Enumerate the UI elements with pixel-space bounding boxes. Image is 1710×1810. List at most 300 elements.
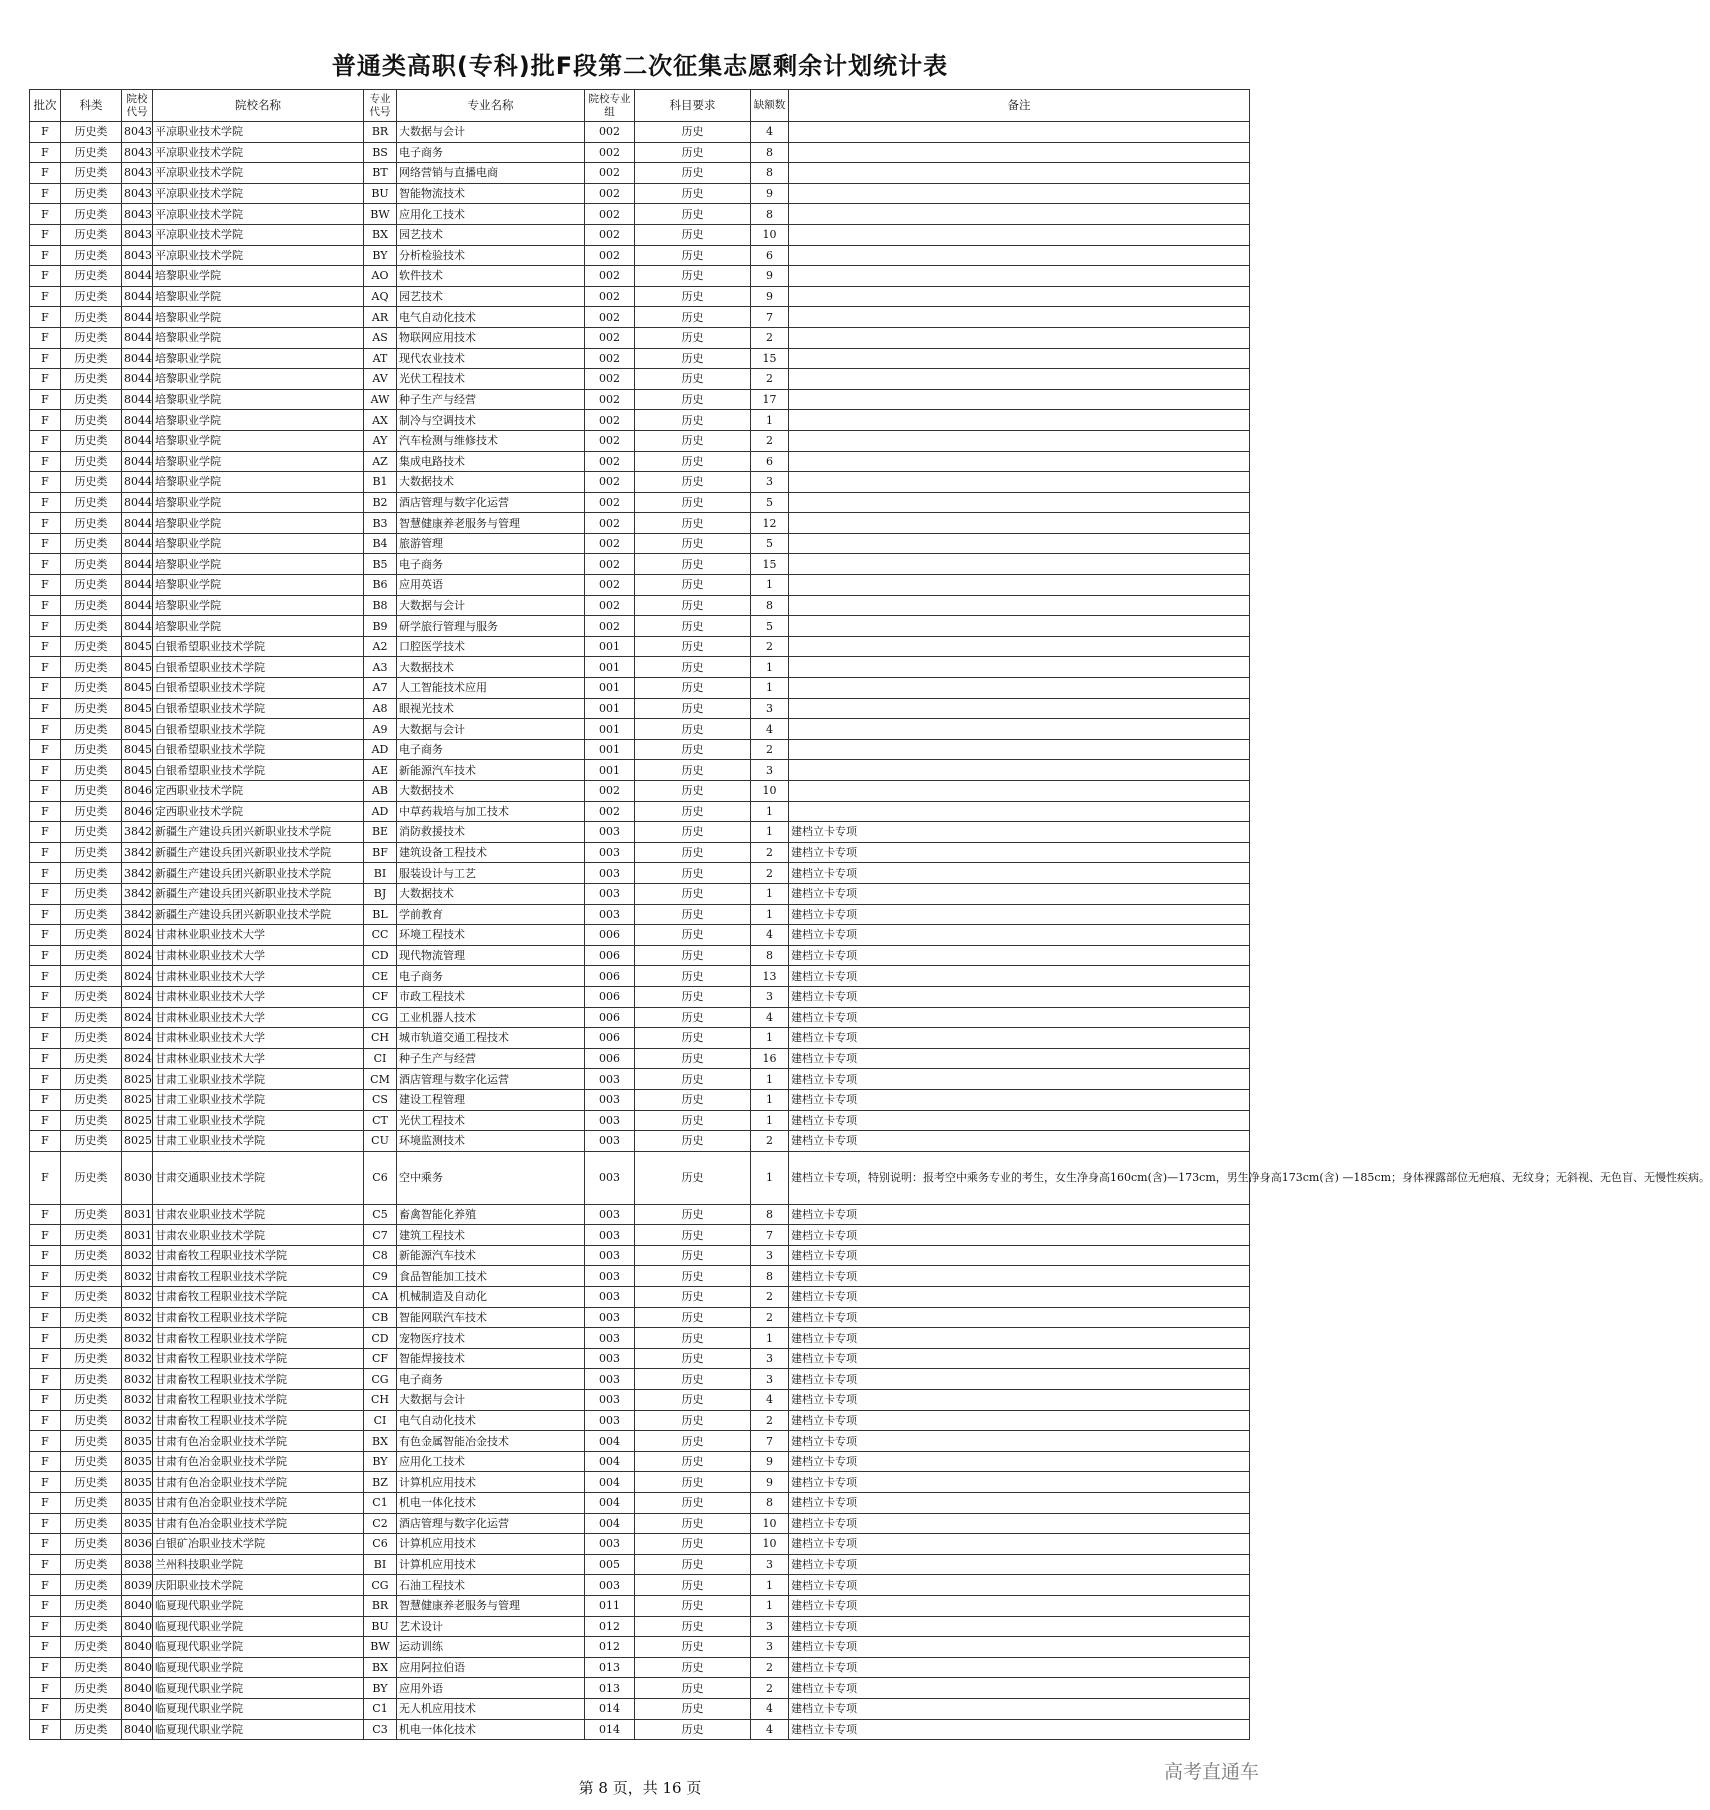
subject-requirement-cell: 历史 (635, 1472, 751, 1493)
subject-type-cell: 历史类 (61, 1472, 122, 1493)
vacancy-cell: 13 (751, 966, 789, 987)
subject-requirement-cell: 历史 (635, 554, 751, 575)
school-name-cell: 甘肃有色冶金职业技术学院 (153, 1431, 364, 1452)
batch-cell: F (30, 430, 61, 451)
school-name-cell: 甘肃工业职业技术学院 (153, 1110, 364, 1131)
remarks-cell: 建档立卡专项 (789, 1204, 1250, 1225)
school-code-cell: 8044 (122, 286, 153, 307)
major-group-cell: 002 (585, 245, 635, 266)
subject-type-cell: 历史类 (61, 1595, 122, 1616)
page-title: 普通类高职(专科)批F段第二次征集志愿剩余计划统计表 (331, 52, 949, 80)
major-group-cell: 001 (585, 739, 635, 760)
major-name-cell: 石油工程技术 (397, 1575, 585, 1596)
subject-requirement-cell: 历史 (635, 389, 751, 410)
remarks-cell (789, 286, 1250, 307)
major-code-cell: BS (364, 142, 397, 163)
major-group-cell: 013 (585, 1657, 635, 1678)
subject-type-cell: 历史类 (61, 327, 122, 348)
school-name-cell: 白银希望职业技术学院 (153, 739, 364, 760)
vacancy-cell: 2 (751, 1131, 789, 1152)
batch-cell: F (30, 1369, 61, 1390)
school-code-cell: 3842 (122, 822, 153, 843)
major-code-cell: AD (364, 739, 397, 760)
batch-cell: F (30, 1637, 61, 1658)
vacancy-cell: 1 (751, 1069, 789, 1090)
major-code-cell: CD (364, 1328, 397, 1349)
major-name-cell: 无人机应用技术 (397, 1698, 585, 1719)
school-name-cell: 甘肃农业职业技术学院 (153, 1204, 364, 1225)
major-name-cell: 智能网联汽车技术 (397, 1307, 585, 1328)
school-name-cell: 定西职业技术学院 (153, 781, 364, 802)
subject-requirement-cell: 历史 (635, 945, 751, 966)
remarks-cell (789, 513, 1250, 534)
school-name-cell: 甘肃畜牧工程职业技术学院 (153, 1307, 364, 1328)
school-code-cell: 8032 (122, 1328, 153, 1349)
subject-requirement-cell: 历史 (635, 430, 751, 451)
subject-requirement-cell: 历史 (635, 1534, 751, 1555)
major-name-cell: 大数据与会计 (397, 719, 585, 740)
major-group-cell: 002 (585, 266, 635, 287)
major-group-cell: 003 (585, 1245, 635, 1266)
remarks-cell (789, 451, 1250, 472)
remarks-cell: 建档立卡专项 (789, 925, 1250, 946)
major-code-cell: BJ (364, 883, 397, 904)
school-code-cell: 8043 (122, 183, 153, 204)
major-code-cell: C7 (364, 1225, 397, 1246)
vacancy-cell: 8 (751, 945, 789, 966)
major-group-cell: 001 (585, 698, 635, 719)
batch-cell: F (30, 224, 61, 245)
school-code-cell: 8045 (122, 657, 153, 678)
major-group-cell: 003 (585, 1204, 635, 1225)
major-group-cell: 003 (585, 883, 635, 904)
table-row (30, 966, 1250, 987)
table-row (30, 1204, 1250, 1225)
subject-requirement-cell: 历史 (635, 286, 751, 307)
remarks-cell: 建档立卡专项 (789, 1069, 1250, 1090)
school-name-cell: 临夏现代职业学院 (153, 1657, 364, 1678)
school-code-cell: 8031 (122, 1204, 153, 1225)
major-group-cell: 002 (585, 307, 635, 328)
major-code-cell: BT (364, 163, 397, 184)
major-code-cell: BF (364, 842, 397, 863)
table-row (30, 1451, 1250, 1472)
remarks-cell: 建档立卡专项 (789, 883, 1250, 904)
remarks-cell: 建档立卡专项，特别说明：报考空中乘务专业的考生，女生净身高160cm(含)—173cm，男生净身高173cm(含) —185cm；身体裸露部位无疤痕、无纹身；无斜视、无色盲、无慢性疾病。 (789, 1151, 1250, 1204)
remarks-cell (789, 142, 1250, 163)
subject-requirement-cell: 历史 (635, 616, 751, 637)
school-name-cell: 定西职业技术学院 (153, 801, 364, 822)
remarks-cell (789, 430, 1250, 451)
subject-requirement-cell: 历史 (635, 1698, 751, 1719)
remarks-cell (789, 327, 1250, 348)
major-name-cell: 机电一体化技术 (397, 1493, 585, 1514)
major-name-cell: 园艺技术 (397, 286, 585, 307)
batch-cell: F (30, 863, 61, 884)
table-row (30, 224, 1250, 245)
school-code-cell: 8046 (122, 781, 153, 802)
major-name-cell: 有色金属智能冶金技术 (397, 1431, 585, 1452)
school-code-cell: 8024 (122, 945, 153, 966)
major-name-cell: 智慧健康养老服务与管理 (397, 1595, 585, 1616)
major-code-cell: CE (364, 966, 397, 987)
major-group-cell: 012 (585, 1637, 635, 1658)
batch-cell: F (30, 945, 61, 966)
major-name-cell: 口腔医学技术 (397, 636, 585, 657)
table-row (30, 575, 1250, 596)
major-code-cell: AB (364, 781, 397, 802)
school-code-cell: 8044 (122, 430, 153, 451)
batch-cell: F (30, 1410, 61, 1431)
subject-type-cell: 历史类 (61, 1493, 122, 1514)
major-code-cell: BX (364, 1431, 397, 1452)
subject-requirement-cell: 历史 (635, 410, 751, 431)
major-group-cell: 011 (585, 1595, 635, 1616)
major-code-cell: A7 (364, 678, 397, 699)
major-code-cell: CF (364, 986, 397, 1007)
major-name-cell: 分析检验技术 (397, 245, 585, 266)
school-name-cell: 平凉职业技术学院 (153, 224, 364, 245)
remarks-cell (789, 801, 1250, 822)
school-name-cell: 白银希望职业技术学院 (153, 698, 364, 719)
table-row (30, 389, 1250, 410)
major-code-cell: C6 (364, 1151, 397, 1204)
subject-type-cell: 历史类 (61, 1287, 122, 1308)
school-code-cell: 8043 (122, 245, 153, 266)
major-group-cell: 003 (585, 822, 635, 843)
vacancy-cell: 5 (751, 492, 789, 513)
vacancy-cell: 8 (751, 142, 789, 163)
school-name-cell: 培黎职业学院 (153, 348, 364, 369)
vacancy-cell: 2 (751, 863, 789, 884)
school-code-cell: 3842 (122, 863, 153, 884)
major-name-cell: 大数据技术 (397, 657, 585, 678)
vacancy-cell: 3 (751, 986, 789, 1007)
major-name-cell: 研学旅行管理与服务 (397, 616, 585, 637)
header-major-code: 专业代号 (364, 90, 397, 122)
subject-type-cell: 历史类 (61, 224, 122, 245)
major-group-cell: 002 (585, 801, 635, 822)
school-code-cell: 8040 (122, 1595, 153, 1616)
subject-requirement-cell: 历史 (635, 678, 751, 699)
table-row (30, 163, 1250, 184)
major-name-cell: 电子商务 (397, 739, 585, 760)
vacancy-cell: 2 (751, 842, 789, 863)
table-row (30, 1028, 1250, 1049)
subject-type-cell: 历史类 (61, 739, 122, 760)
batch-cell: F (30, 904, 61, 925)
batch-cell: F (30, 1225, 61, 1246)
major-name-cell: 新能源汽车技术 (397, 1245, 585, 1266)
vacancy-cell: 2 (751, 1287, 789, 1308)
remarks-cell (789, 472, 1250, 493)
table-row (30, 822, 1250, 843)
school-code-cell: 8045 (122, 719, 153, 740)
major-group-cell: 002 (585, 204, 635, 225)
subject-requirement-cell: 历史 (635, 1151, 751, 1204)
header-major-group: 院校专业组 (585, 90, 635, 122)
remarks-cell: 建档立卡专项 (789, 1089, 1250, 1110)
school-name-cell: 甘肃林业职业技术大学 (153, 1048, 364, 1069)
subject-requirement-cell: 历史 (635, 369, 751, 390)
vacancy-cell: 2 (751, 1307, 789, 1328)
batch-cell: F (30, 1534, 61, 1555)
subject-type-cell: 历史类 (61, 1245, 122, 1266)
batch-cell: F (30, 142, 61, 163)
major-code-cell: C5 (364, 1204, 397, 1225)
major-group-cell: 003 (585, 1575, 635, 1596)
major-name-cell: 大数据技术 (397, 781, 585, 802)
batch-cell: F (30, 781, 61, 802)
subject-type-cell: 历史类 (61, 595, 122, 616)
table-row (30, 801, 1250, 822)
table-row (30, 1719, 1250, 1740)
subject-type-cell: 历史类 (61, 1307, 122, 1328)
subject-requirement-cell: 历史 (635, 1287, 751, 1308)
school-code-cell: 8025 (122, 1110, 153, 1131)
subject-requirement-cell: 历史 (635, 966, 751, 987)
subject-requirement-cell: 历史 (635, 719, 751, 740)
subject-type-cell: 历史类 (61, 1089, 122, 1110)
major-code-cell: C9 (364, 1266, 397, 1287)
major-group-cell: 002 (585, 163, 635, 184)
subject-requirement-cell: 历史 (635, 1678, 751, 1699)
major-group-cell: 003 (585, 842, 635, 863)
major-name-cell: 计算机应用技术 (397, 1554, 585, 1575)
school-code-cell: 8044 (122, 513, 153, 534)
subject-type-cell: 历史类 (61, 925, 122, 946)
table-row (30, 1048, 1250, 1069)
major-code-cell: A9 (364, 719, 397, 740)
major-code-cell: CG (364, 1575, 397, 1596)
subject-type-cell: 历史类 (61, 1328, 122, 1349)
school-name-cell: 甘肃畜牧工程职业技术学院 (153, 1245, 364, 1266)
table-row (30, 492, 1250, 513)
major-group-cell: 006 (585, 1007, 635, 1028)
vacancy-cell: 3 (751, 760, 789, 781)
vacancy-cell: 3 (751, 1637, 789, 1658)
vacancy-cell: 8 (751, 595, 789, 616)
subject-requirement-cell: 历史 (635, 307, 751, 328)
subject-requirement-cell: 历史 (635, 266, 751, 287)
vacancy-cell: 1 (751, 1151, 789, 1204)
major-name-cell: 大数据与会计 (397, 595, 585, 616)
table-row (30, 1472, 1250, 1493)
remarks-cell: 建档立卡专项 (789, 904, 1250, 925)
subject-type-cell: 历史类 (61, 1069, 122, 1090)
major-group-cell: 005 (585, 1554, 635, 1575)
major-code-cell: B4 (364, 533, 397, 554)
vacancy-cell: 9 (751, 286, 789, 307)
table-row (30, 554, 1250, 575)
subject-type-cell: 历史类 (61, 698, 122, 719)
remarks-cell: 建档立卡专项 (789, 1431, 1250, 1452)
major-name-cell: 酒店管理与数字化运营 (397, 1069, 585, 1090)
school-code-cell: 8044 (122, 533, 153, 554)
table-row (30, 863, 1250, 884)
school-name-cell: 白银希望职业技术学院 (153, 678, 364, 699)
school-name-cell: 平凉职业技术学院 (153, 142, 364, 163)
school-name-cell: 甘肃有色冶金职业技术学院 (153, 1472, 364, 1493)
batch-cell: F (30, 822, 61, 843)
subject-type-cell: 历史类 (61, 657, 122, 678)
vacancy-cell: 4 (751, 719, 789, 740)
table-row (30, 1287, 1250, 1308)
vacancy-cell: 10 (751, 781, 789, 802)
school-name-cell: 新疆生产建设兵团兴新职业技术学院 (153, 822, 364, 843)
major-group-cell: 002 (585, 595, 635, 616)
major-name-cell: 电气自动化技术 (397, 307, 585, 328)
major-code-cell: AE (364, 760, 397, 781)
subject-type-cell: 历史类 (61, 1534, 122, 1555)
subject-type-cell: 历史类 (61, 945, 122, 966)
major-group-cell: 002 (585, 348, 635, 369)
subject-type-cell: 历史类 (61, 719, 122, 740)
school-name-cell: 甘肃畜牧工程职业技术学院 (153, 1369, 364, 1390)
batch-cell: F (30, 1657, 61, 1678)
table-row (30, 925, 1250, 946)
vacancy-cell: 2 (751, 739, 789, 760)
major-name-cell: 电气自动化技术 (397, 1410, 585, 1431)
table-row (30, 1069, 1250, 1090)
remarks-cell (789, 245, 1250, 266)
batch-cell: F (30, 451, 61, 472)
remarks-cell (789, 678, 1250, 699)
subject-type-cell: 历史类 (61, 451, 122, 472)
major-group-cell: 003 (585, 1151, 635, 1204)
major-name-cell: 服装设计与工艺 (397, 863, 585, 884)
table-row (30, 513, 1250, 534)
subject-type-cell: 历史类 (61, 1657, 122, 1678)
remarks-cell: 建档立卡专项 (789, 1554, 1250, 1575)
remarks-cell (789, 389, 1250, 410)
major-group-cell: 003 (585, 1110, 635, 1131)
major-group-cell: 006 (585, 945, 635, 966)
remarks-cell: 建档立卡专项 (789, 1390, 1250, 1411)
table-row (30, 1131, 1250, 1152)
table-row (30, 1595, 1250, 1616)
vacancy-cell: 2 (751, 636, 789, 657)
school-code-cell: 8044 (122, 492, 153, 513)
major-group-cell: 002 (585, 781, 635, 802)
major-group-cell: 004 (585, 1493, 635, 1514)
vacancy-cell: 1 (751, 1328, 789, 1349)
vacancy-cell: 9 (751, 1451, 789, 1472)
vacancy-cell: 4 (751, 1007, 789, 1028)
batch-cell: F (30, 1204, 61, 1225)
batch-cell: F (30, 369, 61, 390)
major-code-cell: AY (364, 430, 397, 451)
remarks-cell: 建档立卡专项 (789, 1513, 1250, 1534)
school-name-cell: 培黎职业学院 (153, 492, 364, 513)
school-code-cell: 8035 (122, 1431, 153, 1452)
vacancy-cell: 9 (751, 183, 789, 204)
vacancy-cell: 4 (751, 122, 789, 143)
school-code-cell: 8024 (122, 925, 153, 946)
major-name-cell: 计算机应用技术 (397, 1472, 585, 1493)
major-group-cell: 003 (585, 1069, 635, 1090)
major-name-cell: 工业机器人技术 (397, 1007, 585, 1028)
major-code-cell: BW (364, 1637, 397, 1658)
subject-type-cell: 历史类 (61, 616, 122, 637)
major-name-cell: 大数据技术 (397, 472, 585, 493)
subject-type-cell: 历史类 (61, 842, 122, 863)
batch-cell: F (30, 739, 61, 760)
major-code-cell: A2 (364, 636, 397, 657)
school-name-cell: 甘肃畜牧工程职业技术学院 (153, 1410, 364, 1431)
subject-requirement-cell: 历史 (635, 245, 751, 266)
remarks-cell: 建档立卡专项 (789, 1048, 1250, 1069)
subject-type-cell: 历史类 (61, 245, 122, 266)
school-name-cell: 白银希望职业技术学院 (153, 719, 364, 740)
major-name-cell: 食品智能加工技术 (397, 1266, 585, 1287)
batch-cell: F (30, 513, 61, 534)
vacancy-cell: 2 (751, 369, 789, 390)
batch-cell: F (30, 1266, 61, 1287)
subject-requirement-cell: 历史 (635, 183, 751, 204)
subject-type-cell: 历史类 (61, 307, 122, 328)
batch-cell: F (30, 925, 61, 946)
school-name-cell: 甘肃林业职业技术大学 (153, 1007, 364, 1028)
major-group-cell: 006 (585, 1048, 635, 1069)
subject-requirement-cell: 历史 (635, 1451, 751, 1472)
vacancy-cell: 9 (751, 1472, 789, 1493)
major-code-cell: C8 (364, 1245, 397, 1266)
remarks-cell: 建档立卡专项 (789, 1451, 1250, 1472)
batch-cell: F (30, 801, 61, 822)
major-name-cell: 城市轨道交通工程技术 (397, 1028, 585, 1049)
batch-cell: F (30, 1472, 61, 1493)
vacancy-cell: 5 (751, 616, 789, 637)
major-group-cell: 001 (585, 719, 635, 740)
school-code-cell: 8044 (122, 554, 153, 575)
major-name-cell: 机械制造及自动化 (397, 1287, 585, 1308)
table-row (30, 1225, 1250, 1246)
school-code-cell: 8032 (122, 1245, 153, 1266)
school-name-cell: 培黎职业学院 (153, 410, 364, 431)
batch-cell: F (30, 1575, 61, 1596)
school-code-cell: 8024 (122, 1028, 153, 1049)
school-name-cell: 甘肃交通职业技术学院 (153, 1151, 364, 1204)
subject-type-cell: 历史类 (61, 1678, 122, 1699)
major-code-cell: CI (364, 1410, 397, 1431)
batch-cell: F (30, 327, 61, 348)
school-code-cell: 8045 (122, 760, 153, 781)
school-code-cell: 8040 (122, 1637, 153, 1658)
batch-cell: F (30, 636, 61, 657)
remarks-cell: 建档立卡专项 (789, 1698, 1250, 1719)
school-name-cell: 甘肃畜牧工程职业技术学院 (153, 1348, 364, 1369)
table-row (30, 327, 1250, 348)
major-name-cell: 建设工程管理 (397, 1089, 585, 1110)
major-code-cell: AX (364, 410, 397, 431)
subject-requirement-cell: 历史 (635, 1657, 751, 1678)
subject-type-cell: 历史类 (61, 781, 122, 802)
subject-type-cell: 历史类 (61, 204, 122, 225)
batch-cell: F (30, 575, 61, 596)
batch-cell: F (30, 616, 61, 637)
school-name-cell: 甘肃林业职业技术大学 (153, 945, 364, 966)
vacancy-cell: 3 (751, 698, 789, 719)
vacancy-cell: 6 (751, 451, 789, 472)
subject-type-cell: 历史类 (61, 1616, 122, 1637)
batch-cell: F (30, 1719, 61, 1740)
vacancy-cell: 1 (751, 1595, 789, 1616)
major-code-cell: A8 (364, 698, 397, 719)
table-row (30, 1616, 1250, 1637)
vacancy-cell: 2 (751, 1410, 789, 1431)
remarks-cell: 建档立卡专项 (789, 945, 1250, 966)
